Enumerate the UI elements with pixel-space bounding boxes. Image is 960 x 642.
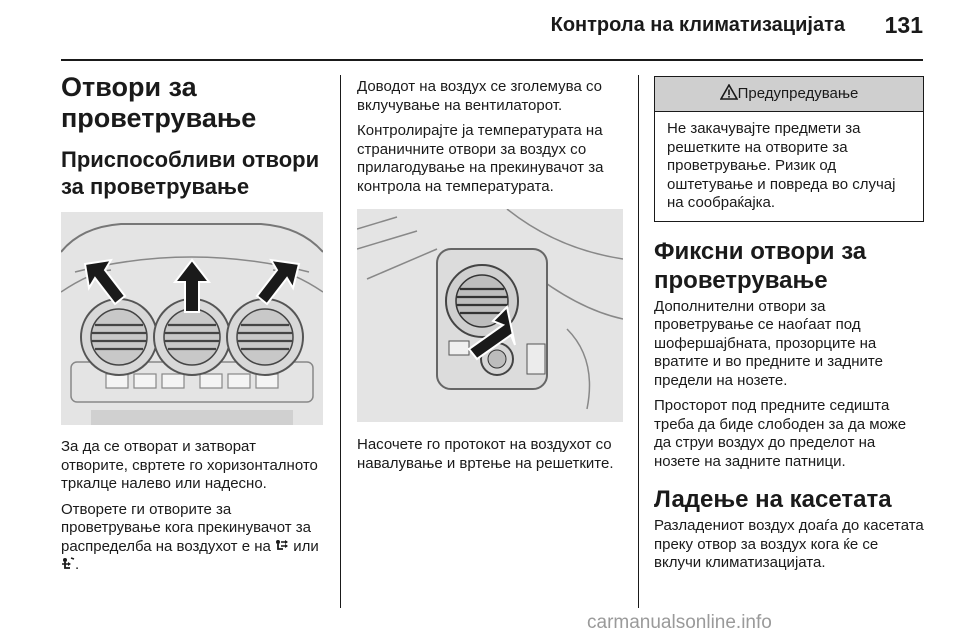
column-3: [654, 70, 924, 573]
subsection-heading: Приспособливи отвори за проветрување: [61, 147, 320, 199]
column-2: [357, 70, 623, 473]
warning-icon: [720, 84, 738, 100]
face-feet-airflow-icon: [275, 539, 289, 552]
page-number: 131: [884, 12, 923, 38]
direction-text: Насочете го протокот на воздухот со навалување и вртење на решетките.: [357, 436, 614, 472]
fan-text: Доводот на воздух се зголемува со вклучување на вентилаторот.: [357, 78, 602, 114]
instruction-text: За да се отворат и затворат отворите, свртете го хоризонталното тркалце налево или надесно.: [61, 438, 318, 492]
section-heading: Отвори за проветрување: [61, 72, 257, 133]
fixed-vents-text: Дополнителни отвори за проветрување се наоѓаат под шофершајбната, прозорците на вратите и во предните и задните предели на нозете.: [654, 297, 883, 389]
or-text: или: [293, 537, 319, 555]
warning-header: [655, 77, 923, 112]
cassette-heading: Ладење на касетата: [654, 486, 892, 513]
instruction-text: [61, 501, 323, 575]
warning-text: Не закачувајте предмети за решетките на отворите за проветрување. Ризик од оштетување и повреда во случај на сообраќајка.: [667, 120, 896, 211]
column-1: [61, 70, 323, 575]
center-vents-illustration: [61, 212, 323, 425]
header-rule: [61, 59, 923, 61]
watermark: carmanualsonline.info: [587, 612, 772, 633]
column-divider-2: [638, 75, 639, 608]
distribution-text: Отворете ги отворите за проветрување кога прекинувачот за распределба на воздухот е на: [61, 500, 311, 555]
temperature-text: Контролирајте ја температурата на страничните отвори за воздух со прилагодување на прекинувачот за контрола на температурата.: [357, 122, 604, 195]
column-divider-1: [340, 75, 341, 608]
warning-box: [654, 76, 924, 222]
warning-title: Предупредување: [737, 85, 859, 102]
face-airflow-icon: [61, 557, 75, 570]
running-header-title: Контрола на климатизацијата: [550, 14, 845, 36]
side-vent-illustration: [357, 209, 623, 422]
sentence-end: .: [75, 556, 80, 573]
cassette-text: Разладениот воздух доаѓа до касетата преку отвор за воздух кога ќе се вклучи климатизацијата.: [654, 517, 924, 571]
fixed-vents-heading: Фиксни отвори за проветрување: [654, 237, 867, 294]
legroom-text: Просторот под предните седишта треба да биде слободен за да може да струи воздух до пределот на нозете на задните патници.: [654, 397, 907, 470]
